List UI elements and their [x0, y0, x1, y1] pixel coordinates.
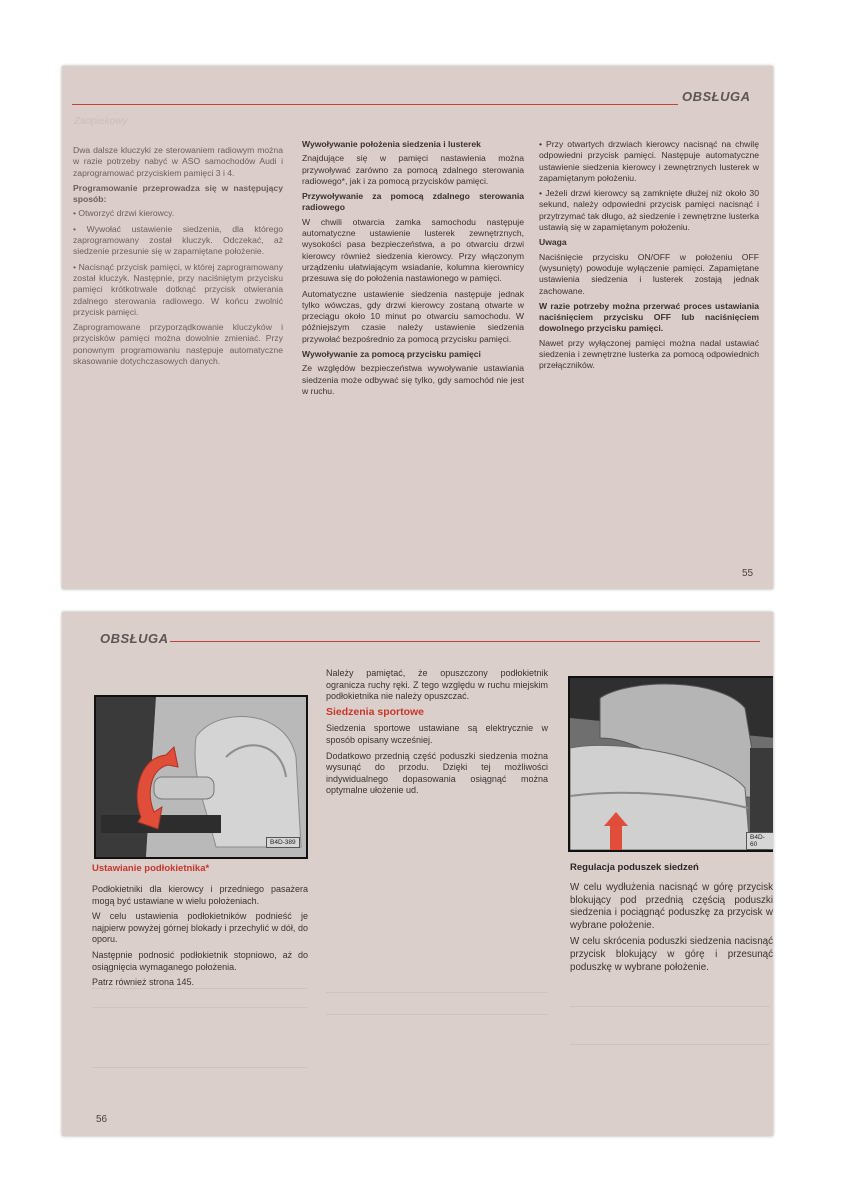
page-number: 55 [742, 568, 754, 579]
bleed-through-line [570, 1006, 770, 1007]
section-title: OBSŁUGA [100, 631, 169, 646]
paragraph: Następnie podnosić podłokietnik stopniowo, aż do osiągnięcia wymaganego położenia. [92, 949, 308, 972]
subheading: Programowanie przeprowadza się w następujący sposób: [73, 182, 283, 205]
bleed-through-line [326, 1014, 548, 1015]
subheading: Wywoływanie położenia siedzenia i lusterek [302, 139, 481, 149]
paragraph: • Nacisnąć przycisk pamięci, w której zaprogramowany został kluczyk. Następnie, przy naciśniętym przycisku pamięci krótkotrwale dotknąć przycisk otwierania zdalnego sterowania radiowego. W końcu zwolnić przycisk pamięci. [73, 261, 283, 317]
manual-page-56 [62, 612, 773, 1136]
paragraph: Podłokietniki dla kierowcy i przedniego pasażera mogą być ustawiane w wielu położeniach. [92, 884, 308, 906]
paragraph: Nawet przy wyłączonej pamięci można nadal ustawiać siedzenia i zewnętrzne lusterka za pomocą odpowiednich przełączników. [539, 337, 759, 371]
section-heading-sport-seats: Siedzenia sportowe [326, 705, 425, 718]
section-title: OBSŁUGA [682, 89, 751, 104]
armrest-photo [94, 695, 308, 859]
bleed-through-line [326, 992, 548, 993]
figure-caption-armrest: Ustawianie podłokietnika* [92, 863, 210, 874]
paragraph: Zaprogramowane przyporządkowanie kluczyków i przycisków pamięci można dowolnie zmieniać. Przy ponownym programowaniu następuje automatyczne skasowanie dotychczasowych danych. [73, 322, 283, 367]
armrest-illustration [96, 697, 306, 857]
bleed-through-line [92, 1067, 307, 1068]
paragraph: W celu skrócenia poduszki siedzenia nacisnąć przycisk blokujący w górę i przesunąć poduszkę w wybrane położenie. [570, 936, 773, 973]
paragraph: W celu ustawienia podłokietników podnieść je najpierw powyżej górnej blokady i przechylić w dół, do oporu. [92, 911, 308, 945]
figure-label: B4D-389 [266, 837, 300, 848]
paragraph: Patrz również strona 145. [92, 977, 195, 988]
bleed-through-text: Zaopiekowy [74, 116, 128, 127]
paragraph: Ze względów bezpieczeństwa wywoływanie ustawiania siedzenia może odbywać się tylko, gdy samochód nie jest w ruchu. [302, 363, 524, 396]
subheading: Przywoływanie za pomocą zdalnego sterowania radiowego [302, 191, 524, 213]
text-column-1 [73, 145, 283, 371]
seat-cushion-photo [568, 676, 773, 852]
bleed-through-line [92, 988, 307, 989]
header-rule [170, 641, 760, 642]
paragraph: W celu wydłużenia nacisnąć w górę przycisk blokujący pod przednią częścią poduszki siedzenia i pociągnąć poduszkę za przycisk w wybrane położenie. [570, 882, 773, 931]
paragraph: Naciśnięcie przycisku ON/OFF w położeniu OFF (wysunięty) powoduje wyłączenie pamięci. Zapamiętane ustawienia siedzenia i lusterek zostają jednak zachowane. [539, 251, 759, 296]
paragraph: Siedzenia sportowe ustawiane są elektrycznie w sposób opisany wcześniej. [326, 723, 548, 745]
paragraph: Należy pamiętać, że opuszczony podłokietnik ogranicza ruchy ręki. Z tego względu w ruchu miejskim podłokietnika nie należy opuszczać. [326, 668, 548, 702]
bleed-through-line [570, 1044, 770, 1045]
text-column-2 [326, 668, 548, 801]
paragraph: Dwa dalsze kluczyki ze sterowaniem radiowym można w razie potrzeby nabyć w ASO samochodów Audi i zaprogramować przyciskiem pamięci 3 i 4. [73, 145, 283, 178]
text-column-3 [570, 882, 773, 978]
bleed-through-line [92, 1007, 307, 1008]
text-column-3 [539, 139, 759, 376]
paragraph: • Otworzyć drzwi kierowcy. [73, 208, 175, 219]
paragraph: Znajdujące się w pamięci nastawienia można przywoływać zarówno za pomocą zdalnego sterowania radiowego*, jak i za pomocą przycisków pamięci. [302, 153, 524, 186]
paragraph: • Jeżeli drzwi kierowcy są zamknięte dłużej niż około 30 sekund, należy odpowiedni przycisk pamięci nacisnąć i przytrzymać tak długo, aż siedzenie i zewnętrzne lusterka ustawią się w zapamiętanym położeniu. [539, 188, 759, 233]
paragraph: W chwili otwarcia zamka samochodu następuje automatyczne ustawienie lusterek zewnętrznych, wysokości pasa bezpieczeństwa, a po otwarciu drzwi kierowcy również siedzenia kierowcy. Przy włączonym urządzeniu ułatwiającym wsiadanie, kolumna kierownicy przesuwa się do położenia nastawionego w pamięci. [302, 216, 524, 284]
subheading: Wywoływanie za pomocą przycisku pamięci [302, 349, 481, 360]
paragraph: • Wywołać ustawienie siedzenia, dla którego zaprogramowany został kluczyk. Odczekać, aż siedzenie przesunie się w zapamiętane położenie. [73, 223, 283, 257]
paragraph: Automatyczne ustawienie siedzenia następuje jednak tylko wówczas, gdy drzwi kierowcy zostaną otwarte w przeciągu około 10 minut po otwarciu samochodu. W późniejszym czasie należy ustawienie siedzenia przywołać bezpośrednio za pomocą przycisku pamięci. [302, 288, 524, 344]
paragraph: Dodatkowo przednią część poduszki siedzenia można wysunąć do przodu. Dzięki tej możliwości indywidualnego dopasowania osiągnąć można optymalne ułożenie ud. [326, 750, 548, 796]
header-rule [72, 104, 678, 105]
text-column-2 [302, 139, 524, 401]
text-column-1 [92, 884, 308, 993]
manual-page-55 [62, 66, 773, 589]
figure-label: B4D-60 [746, 832, 773, 850]
figure-caption-seat-cushion: Regulacja poduszek siedzeń [570, 862, 699, 873]
paragraph: • Przy otwartych drzwiach kierowcy nacisnąć na chwilę odpowiedni przycisk pamięci. Następuje automatyczne ustawienie siedzenia kierowcy i zewnętrznych lusterek w zapamiętanym położeniu. [539, 139, 759, 183]
page-number: 56 [96, 1114, 108, 1125]
subheading: Uwaga [539, 237, 567, 248]
subheading: W razie potrzeby można przerwać proces ustawiania naciśnięciem przycisku OFF lub naciśnięciem dowolnego przycisku pamięci. [539, 300, 759, 334]
seat-cushion-illustration [570, 678, 773, 850]
